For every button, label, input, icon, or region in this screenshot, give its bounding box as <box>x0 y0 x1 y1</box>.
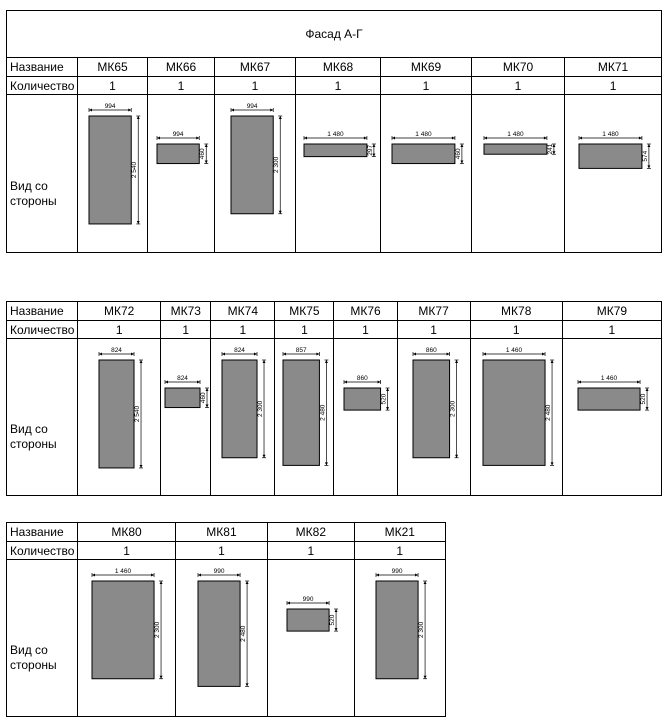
panel-мк72-width-label: 824 <box>111 346 123 354</box>
panel-drawing-мк69 <box>381 96 472 252</box>
panel-quantity-мк72: 1 <box>78 321 161 339</box>
panel-мк82-shape <box>287 609 329 631</box>
panel-view-мк71 <box>565 95 662 253</box>
panel-quantity-мк70: 1 <box>472 77 565 95</box>
panel-мк21-height-label: 2 300 <box>417 621 425 638</box>
quantity-row-label: Количество <box>7 542 78 560</box>
panel-мк76-shape <box>344 388 381 410</box>
panel-мк70-width-label: 1 480 <box>507 130 524 138</box>
panel-drawing-мк68 <box>296 96 381 252</box>
panel-мк66-width-label: 994 <box>172 130 184 138</box>
view-row-label <box>7 560 78 717</box>
panel-view-мк76 <box>334 339 397 496</box>
panel-view-мк82 <box>268 560 354 717</box>
panel-view-мк75 <box>275 339 334 496</box>
view-label-line1: Вид со <box>10 422 48 436</box>
panel-quantity-мк77: 1 <box>397 321 470 339</box>
panel-мк81-height-label: 2 480 <box>239 625 247 642</box>
panel-view-мк80 <box>78 560 175 717</box>
panel-name-мк75: МК75 <box>275 302 334 321</box>
panel-мк76-width-label: 860 <box>357 374 369 382</box>
panel-мк65-width-label: 994 <box>104 102 116 110</box>
panel-drawing-мк80 <box>78 561 175 716</box>
panel-мк66-height-label: 460 <box>199 147 207 159</box>
panel-мк71-width-label: 1 480 <box>602 130 619 138</box>
panel-view-мк65 <box>78 95 148 253</box>
panel-quantity-мк66: 1 <box>148 77 215 95</box>
panel-мк73-width-label: 824 <box>177 374 189 382</box>
panel-quantity-мк75: 1 <box>275 321 334 339</box>
panel-name-мк67: МК67 <box>215 58 296 77</box>
view-label-line1: Вид со <box>10 643 48 657</box>
panel-мк74-shape <box>222 360 257 458</box>
panel-drawing-мк79 <box>563 340 662 495</box>
panel-view-мк70 <box>472 95 565 253</box>
panel-drawing-мк76 <box>334 340 397 495</box>
panel-мк78-width-label: 1 460 <box>505 346 522 354</box>
panel-name-мк72: МК72 <box>78 302 161 321</box>
panel-table-1 <box>6 10 662 253</box>
panel-drawing-мк78 <box>471 340 563 495</box>
panel-name-мк73: МК73 <box>161 302 211 321</box>
panel-мк76-height-label: 520 <box>381 393 389 404</box>
panel-мк69-shape <box>392 144 455 164</box>
panel-мк69-height-label: 460 <box>454 147 462 159</box>
panel-drawing-мк70 <box>472 96 565 252</box>
panel-name-мк81: МК81 <box>175 523 267 542</box>
name-row-label: Название <box>7 523 78 542</box>
panel-drawing-мк66 <box>148 96 215 252</box>
panel-мк82-height-label: 520 <box>329 614 337 625</box>
panel-quantity-мк71: 1 <box>565 77 662 95</box>
panel-drawing-мк72 <box>78 340 161 495</box>
view-label-line2: стороны <box>10 658 57 672</box>
panel-view-мк81 <box>175 560 267 717</box>
panel-drawing-мк75 <box>275 340 334 495</box>
panel-drawing-мк21 <box>355 561 446 716</box>
panel-мк65-shape <box>89 116 131 224</box>
panel-мк81-width-label: 990 <box>213 567 225 575</box>
panel-мк69-width-label: 1 480 <box>415 130 432 138</box>
panel-мк80-height-label: 2 300 <box>154 621 162 638</box>
panel-name-мк71: МК71 <box>565 58 662 77</box>
panel-мк79-height-label: 520 <box>639 393 647 404</box>
panel-мк67-shape <box>231 116 273 214</box>
view-label-line2: стороны <box>10 193 57 208</box>
panel-name-мк82: МК82 <box>268 523 354 542</box>
panel-view-мк72 <box>78 339 161 496</box>
panel-quantity-мк82: 1 <box>268 542 354 560</box>
panel-drawing-мк67 <box>215 96 296 252</box>
panel-мк70-shape <box>484 144 547 154</box>
facade-title: Фасад А-Г <box>7 11 662 58</box>
panel-name-мк21: МК21 <box>354 523 445 542</box>
panel-мк80-shape <box>92 581 154 679</box>
panel-мк75-width-label: 857 <box>296 346 308 354</box>
panel-мк73-height-label: 460 <box>200 391 208 403</box>
name-row-label: Название <box>7 302 78 321</box>
panel-мк68-width-label: 1 480 <box>327 130 344 138</box>
quantity-row-label: Количество <box>7 77 78 95</box>
panel-drawing-мк77 <box>398 340 471 495</box>
panel-drawing-мк71 <box>565 96 662 252</box>
panel-name-мк66: МК66 <box>148 58 215 77</box>
panel-drawing-мк73 <box>161 340 211 495</box>
panel-мк73-shape <box>165 388 200 408</box>
panel-quantity-мк65: 1 <box>78 77 148 95</box>
panel-quantity-мк74: 1 <box>211 321 275 339</box>
panel-мк68-shape <box>304 144 367 157</box>
panel-quantity-мк67: 1 <box>215 77 296 95</box>
panel-name-мк65: МК65 <box>78 58 148 77</box>
panel-мк77-width-label: 860 <box>425 346 437 354</box>
panel-name-мк74: МК74 <box>211 302 275 321</box>
panel-quantity-мк79: 1 <box>562 321 661 339</box>
panel-drawing-мк81 <box>176 561 268 716</box>
panel-name-мк70: МК70 <box>472 58 565 77</box>
panel-name-мк80: МК80 <box>78 523 175 542</box>
panel-мк79-shape <box>578 388 640 410</box>
panel-quantity-мк73: 1 <box>161 321 211 339</box>
panel-мк75-shape <box>283 360 319 465</box>
panel-drawing-мк82 <box>268 561 354 716</box>
panel-drawing-мк65 <box>78 96 148 252</box>
panel-quantity-мк76: 1 <box>334 321 397 339</box>
panel-мк80-width-label: 1 460 <box>115 567 132 575</box>
view-row-label <box>7 339 78 496</box>
panel-view-мк78 <box>470 339 562 496</box>
panel-view-мк21 <box>354 560 445 717</box>
panel-view-мк79 <box>562 339 661 496</box>
panel-quantity-мк21: 1 <box>354 542 445 560</box>
panel-мк68-height-label: 297 <box>366 144 374 156</box>
panel-мк66-shape <box>157 144 199 164</box>
view-label-line2: стороны <box>10 437 57 451</box>
panel-name-мк79: МК79 <box>562 302 661 321</box>
panel-мк71-shape <box>579 144 642 168</box>
panel-мк74-width-label: 824 <box>234 346 246 354</box>
panel-view-мк74 <box>211 339 275 496</box>
panel-мк77-shape <box>413 360 450 458</box>
panel-table-3 <box>6 522 446 717</box>
panel-drawing-мк74 <box>211 340 275 495</box>
panel-name-мк68: МК68 <box>296 58 381 77</box>
panel-quantity-мк68: 1 <box>296 77 381 95</box>
panel-name-мк76: МК76 <box>334 302 397 321</box>
panel-view-мк77 <box>397 339 470 496</box>
quantity-row-label: Количество <box>7 321 78 339</box>
panel-name-мк78: МК78 <box>470 302 562 321</box>
panel-мк21-width-label: 990 <box>391 567 403 575</box>
panel-view-мк67 <box>215 95 296 253</box>
panel-мк72-height-label: 2 540 <box>134 405 142 422</box>
panel-мк78-shape <box>483 360 545 465</box>
panel-мк70-height-label: 241 <box>546 143 554 155</box>
panel-name-мк69: МК69 <box>381 58 472 77</box>
panel-quantity-мк69: 1 <box>381 77 472 95</box>
panel-мк72-shape <box>99 360 134 468</box>
panel-мк82-width-label: 990 <box>302 595 314 603</box>
panel-мк77-height-label: 2 300 <box>449 400 457 417</box>
panel-table-2 <box>6 301 662 496</box>
panel-мк65-height-label: 2 540 <box>131 161 139 178</box>
panel-view-мк68 <box>296 95 381 253</box>
panel-мк74-height-label: 2 300 <box>257 400 265 417</box>
panel-мк67-width-label: 994 <box>246 102 258 110</box>
view-row-label <box>7 95 78 253</box>
panel-quantity-мк81: 1 <box>175 542 267 560</box>
panel-мк78-height-label: 2 480 <box>544 404 552 421</box>
panel-мк71-height-label: 574 <box>641 150 649 162</box>
panel-мк67-height-label: 2 300 <box>273 156 281 173</box>
panel-view-мк66 <box>148 95 215 253</box>
panel-view-мк73 <box>161 339 211 496</box>
panel-name-мк77: МК77 <box>397 302 470 321</box>
panel-мк21-shape <box>376 581 418 679</box>
panel-мк81-shape <box>198 581 240 686</box>
view-label-line1: Вид со <box>10 178 48 193</box>
panel-view-мк69 <box>381 95 472 253</box>
panel-мк79-width-label: 1 460 <box>600 374 617 382</box>
panel-мк75-height-label: 2 480 <box>319 404 327 421</box>
panel-quantity-мк78: 1 <box>470 321 562 339</box>
name-row-label: Название <box>7 58 78 77</box>
panel-quantity-мк80: 1 <box>78 542 175 560</box>
